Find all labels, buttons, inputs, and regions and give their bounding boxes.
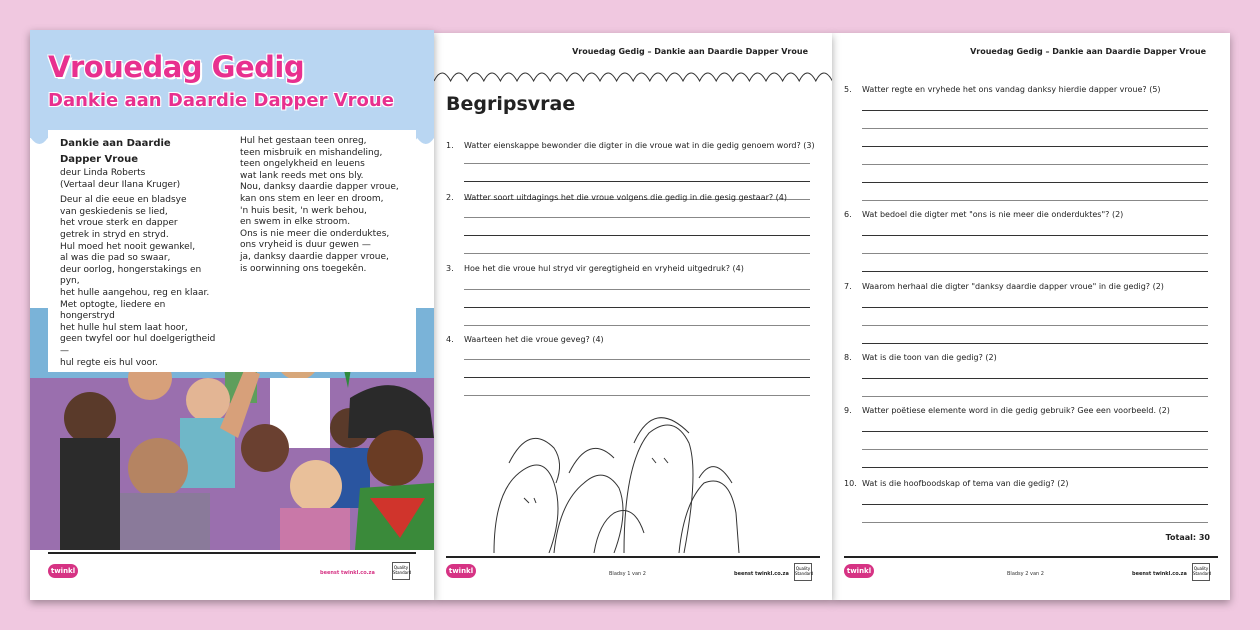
- answer-line[interactable]: [862, 235, 1208, 236]
- poem-line: ons vryheid is duur gewen —: [240, 240, 371, 251]
- question-3: 3. Hoe het die vroue hul stryd vir geregtigheid en vryheid uitgedruk? (4): [446, 264, 744, 273]
- question-7: 7. Waarom herhaal die digter "danksy daardie dapper vroue" in die gedig? (2): [844, 282, 1164, 291]
- answer-line[interactable]: [862, 504, 1208, 505]
- poem-line: Hul het gestaan teen onreg,: [240, 136, 367, 146]
- footer-divider: [446, 556, 820, 558]
- answer-line[interactable]: [464, 325, 810, 326]
- answer-line[interactable]: [464, 181, 810, 182]
- poem-box: [48, 130, 416, 372]
- answer-line[interactable]: [464, 163, 810, 164]
- answer-line[interactable]: [862, 396, 1208, 397]
- poem-line: Ons is nie meer die onderduktes,: [240, 228, 390, 239]
- answer-line[interactable]: [862, 128, 1208, 129]
- poem-line: wat lank reeds met ons bly.: [240, 170, 364, 181]
- poem-heading: Dapper Vroue: [60, 154, 139, 165]
- running-head: Vrouedag Gedig – Dankie aan Daardie Dapper Vroue: [572, 47, 808, 56]
- twinkl-logo: twinkl: [48, 564, 78, 578]
- answer-line[interactable]: [862, 449, 1208, 450]
- poem-page: [30, 30, 434, 600]
- poem-line: kan ons stem en leer en droom,: [240, 193, 384, 204]
- quality-badge-icon: Quality Standard: [794, 563, 812, 581]
- title-banner: [30, 30, 434, 138]
- answer-line[interactable]: [862, 467, 1208, 468]
- question-4: 4. Waarteen het die vroue geveg? (4): [446, 335, 604, 344]
- poem-translator: (Vertaal deur Ilana Kruger): [60, 179, 181, 190]
- poem-line: het vroue sterk en dapper: [60, 218, 178, 229]
- poem-author: deur Linda Roberts: [60, 168, 146, 178]
- poem-line: al was die pad so swaar,: [60, 253, 171, 264]
- answer-line[interactable]: [862, 164, 1208, 165]
- poem-line: het hulle hul stem laat hoor,: [60, 322, 188, 333]
- page-number: Bladsy 2 van 2: [1007, 571, 1044, 577]
- answer-line[interactable]: [862, 522, 1208, 523]
- answer-line[interactable]: [464, 217, 810, 218]
- women-line-drawing: [474, 403, 744, 553]
- twinkl-logo: twinkl: [446, 564, 476, 578]
- poem-line: Deur al die eeue en bladsye: [60, 195, 187, 206]
- running-head: Vrouedag Gedig – Dankie aan Daardie Dapper Vroue: [970, 47, 1206, 56]
- poem-column-right: [240, 136, 410, 275]
- question-1: 1. Watter eienskappe bewonder die digter in die vroue wat in die gedig genoem word? (3): [446, 141, 815, 150]
- answer-line[interactable]: [464, 235, 810, 236]
- answer-line[interactable]: [464, 395, 810, 396]
- poem-line: teen ongelykheid en leuens: [240, 159, 365, 170]
- quality-badge-icon: Quality Standard: [392, 562, 410, 580]
- twinkl-logo: twinkl: [844, 564, 874, 578]
- poem-line: Nou, danksy daardie dapper vroue,: [240, 182, 399, 193]
- answer-line[interactable]: [464, 377, 810, 378]
- question-8: 8. Wat is die toon van die gedig? (2): [844, 353, 997, 362]
- poem-line: teen misbruik en mishandeling,: [240, 147, 383, 158]
- answer-line[interactable]: [464, 253, 810, 254]
- footer-divider: [844, 556, 1218, 558]
- poem-line: 'n huis besit, 'n werk behou,: [240, 205, 367, 216]
- answer-line[interactable]: [862, 307, 1208, 308]
- poem-line: Met optogte, liedere en hongerstryd: [60, 299, 166, 322]
- page-title: Vrouedag Gedig: [48, 50, 305, 84]
- question-2: 2. Watter soort uitdagings het die vroue volgens die gedig in die gesig gestaar? (4): [446, 193, 787, 202]
- poem-line: geen twyfel oor hul doelgerigtheid —: [60, 334, 216, 356]
- answer-line[interactable]: [862, 253, 1208, 254]
- quality-badge-icon: Quality Standard: [1192, 563, 1210, 581]
- section-heading: Begripsvrae: [446, 93, 576, 115]
- page-number: Bladsy 1 van 2: [609, 571, 646, 577]
- poem-heading: Dankie aan Daardie: [60, 138, 171, 149]
- answer-line[interactable]: [464, 359, 810, 360]
- question-6: 6. Wat bedoel die digter met "ons is nie meer die onderduktes"? (2): [844, 210, 1124, 219]
- footer-url[interactable]: beenst twinkl.co.za: [1132, 571, 1187, 577]
- answer-line[interactable]: [862, 182, 1208, 183]
- answer-line[interactable]: [464, 289, 810, 290]
- poem-line: het hulle aangehou, reg en klaar.: [60, 287, 210, 298]
- poem-line: hul regte eis hul voor.: [60, 357, 158, 368]
- answer-line[interactable]: [862, 431, 1208, 432]
- question-9: 9. Watter poëtiese elemente word in die gedig gebruik? Gee een voorbeeld. (2): [844, 406, 1170, 415]
- answer-line[interactable]: [862, 146, 1208, 147]
- poem-line: deur oorlog, hongerstakings en pyn,: [60, 264, 202, 287]
- answer-line[interactable]: [862, 110, 1208, 111]
- answer-line[interactable]: [464, 307, 810, 308]
- footer-divider: [48, 552, 416, 554]
- question-5: 5. Watter regte en vryhede het ons vandag danksy hierdie dapper vroue? (5): [844, 85, 1161, 94]
- answer-line[interactable]: [862, 343, 1208, 344]
- footer-url[interactable]: beenst twinkl.co.za: [734, 571, 789, 577]
- question-10: 10. Wat is die hoofboodskap of tema van die gedig? (2): [844, 479, 1069, 488]
- answer-line[interactable]: [862, 200, 1208, 201]
- poem-column-left: [60, 136, 220, 369]
- answer-line[interactable]: [862, 325, 1208, 326]
- answer-line[interactable]: [862, 378, 1208, 379]
- scallop-border: [434, 63, 832, 83]
- poem-line: Hul moed het nooit gewankel,: [60, 241, 196, 252]
- answer-line[interactable]: [862, 271, 1208, 272]
- questions-page-1: [434, 33, 832, 600]
- page-subtitle: Dankie aan Daardie Dapper Vroue: [48, 90, 394, 111]
- footer-url[interactable]: beenst twinkl.co.za: [320, 570, 375, 576]
- poem-line: is oorwinning ons toegekên.: [240, 263, 367, 274]
- poem-line: van geskiedenis se lied,: [60, 206, 168, 217]
- questions-page-2: [832, 33, 1230, 600]
- total-score: Totaal: 30: [1165, 533, 1210, 542]
- poem-line: ja, danksy daardie dapper vroue,: [240, 251, 389, 262]
- poem-line: en swem in elke stroom.: [240, 217, 351, 228]
- poem-line: getrek in stryd en stryd.: [60, 229, 169, 240]
